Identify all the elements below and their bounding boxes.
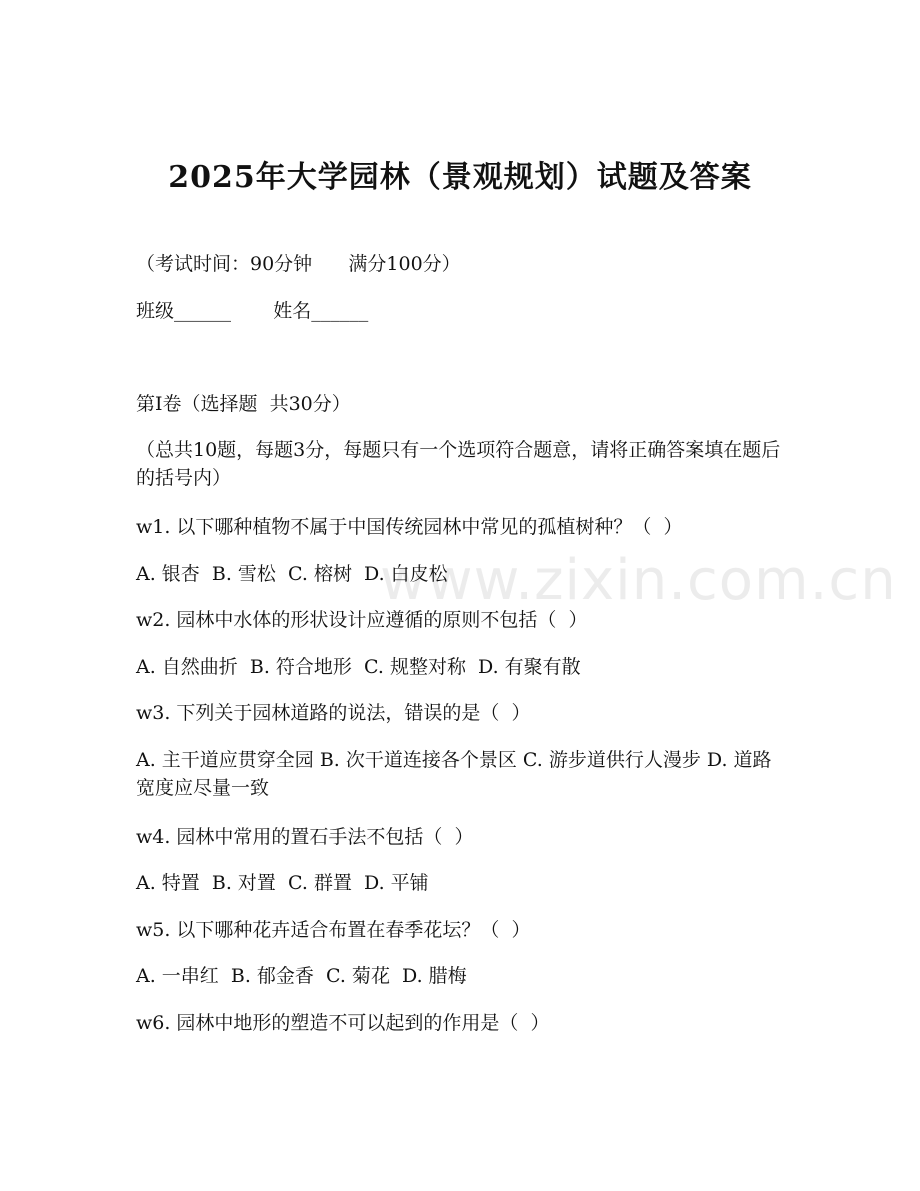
section-header: 第Ⅰ卷（选择题 共30分） bbox=[136, 393, 351, 415]
instructions: （总共10题，每题3分，每题只有一个选项符合题意，请将正确答案填在题后的括号内） bbox=[136, 439, 781, 489]
student-info-line: 班级______ 姓名______ bbox=[136, 300, 369, 322]
question-stem: w4. 园林中常用的置石手法不包括（ ） bbox=[136, 826, 474, 848]
question-stem: w2. 园林中水体的形状设计应遵循的原则不包括（ ） bbox=[136, 609, 588, 631]
question-options: A. 一串红 B. 郁金香 C. 菊花 D. 腊梅 bbox=[136, 965, 467, 987]
question-stem: w5. 以下哪种花卉适合布置在春季花坛？（ ） bbox=[136, 919, 531, 941]
watermark: www.zixin.com.cn bbox=[380, 548, 897, 613]
question-options: A. 主干道应贯穿全园 B. 次干道连接各个景区 C. 游步道供行人漫步 D. 道路宽度应尽量一致 bbox=[136, 749, 772, 799]
question-stem: w1. 以下哪种植物不属于中国传统园林中常见的孤植树种？（ ） bbox=[136, 516, 683, 538]
question-options: A. 自然曲折 B. 符合地形 C. 规整对称 D. 有聚有散 bbox=[136, 656, 581, 678]
question-stem: w6. 园林中地形的塑造不可以起到的作用是（ ） bbox=[136, 1012, 550, 1034]
question-stem: w3. 下列关于园林道路的说法，错误的是（ ） bbox=[136, 702, 531, 724]
question-options: A. 银杏 B. 雪松 C. 榕树 D. 白皮松 bbox=[136, 563, 448, 585]
question-options: A. 特置 B. 对置 C. 群置 D. 平铺 bbox=[136, 872, 429, 894]
exam-info: （考试时间：90分钟 满分100分） bbox=[136, 253, 461, 275]
page-title: 2025年大学园林（景观规划）试题及答案 bbox=[168, 160, 752, 195]
